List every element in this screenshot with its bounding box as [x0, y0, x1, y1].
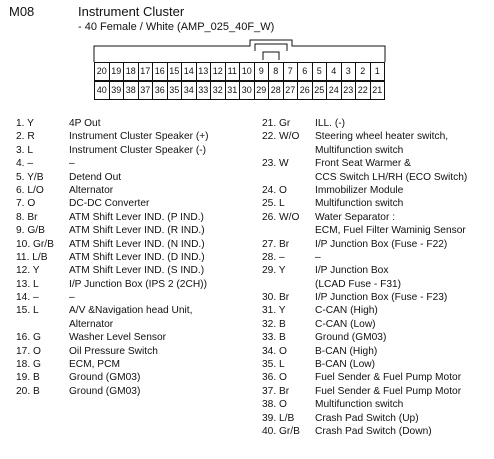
pin-number: 6. L/O: [16, 184, 44, 196]
pin-number: 2. R: [16, 131, 35, 143]
connector-pin-25: 25: [312, 81, 327, 100]
pin-description: Alternator: [69, 318, 114, 330]
connector-top-row: [94, 62, 385, 81]
pin-number: 4. –: [16, 158, 33, 170]
connector-pin-19: 19: [109, 62, 124, 81]
pin-number: 40. Gr/B: [262, 425, 300, 437]
pin-description: C-CAN (High): [315, 305, 378, 317]
pin-description: Multifunction switch: [315, 399, 404, 411]
pin-description: Fuel Sender & Fuel Pump Motor: [315, 372, 462, 384]
pin-number: 1. Y: [16, 118, 34, 129]
connector-pin-15: 15: [167, 62, 182, 81]
connector-spec: - 40 Female / White (AMP_025_40F_W): [78, 21, 275, 33]
pin-number: 21. Gr: [262, 118, 291, 129]
connector-pin-13: 13: [196, 62, 211, 81]
pin-description: Steering wheel heater switch,: [315, 131, 449, 143]
pin-description: Crash Pad Switch (Up): [315, 412, 419, 424]
pin-number: 10. Gr/B: [16, 238, 54, 250]
connector-pin-9: 9: [254, 62, 269, 81]
pin-number: 37. Br: [262, 385, 290, 397]
pin-description: Instrument Cluster Speaker (-): [69, 144, 207, 156]
connector-bottom-row: [94, 81, 385, 100]
pin-description: ATM Shift Lever IND. (D IND.): [69, 251, 205, 263]
pin-number: 16. G: [16, 332, 41, 344]
connector-pin-35: 35: [167, 81, 182, 100]
pin-description: I/P Junction Box: [315, 265, 389, 277]
connector-pin-16: 16: [152, 62, 167, 81]
pin-description: I/P Junction Box (Fuse - F23): [315, 292, 448, 304]
page-title: Instrument Cluster: [78, 4, 185, 19]
pin-number: 9. G/B: [16, 225, 45, 237]
pin-description: ATM Shift Lever IND. (P IND.): [69, 211, 204, 223]
connector-pin-24: 24: [326, 81, 341, 100]
pin-description: Alternator: [69, 184, 114, 196]
connector-pin-28: 28: [268, 81, 283, 100]
connector-pin-26: 26: [297, 81, 312, 100]
pin-description: B-CAN (High): [315, 345, 378, 357]
pin-number: 36. O: [262, 372, 287, 384]
connector-pin-1: 1: [370, 62, 386, 81]
pin-number: 23. W: [262, 158, 289, 170]
connector-pin-8: 8: [268, 62, 283, 81]
pin-description: I/P Junction Box (IPS 2 (2CH)): [69, 278, 207, 290]
connector-pin-38: 38: [123, 81, 138, 100]
pin-number: 17. O: [16, 345, 41, 357]
connector-pin-39: 39: [109, 81, 124, 100]
connector-pin-14: 14: [181, 62, 196, 81]
connector-pin-30: 30: [239, 81, 254, 100]
connector-pin-33: 33: [196, 81, 211, 100]
pin-number: 38. O: [262, 399, 287, 411]
pin-description: Ground (GM03): [315, 332, 387, 344]
connector-pin-21: 21: [370, 81, 386, 100]
pin-number: 15. L: [16, 305, 39, 317]
pin-description: Crash Pad Switch (Down): [315, 425, 432, 437]
connector-diagram: [78, 38, 408, 100]
connector-pin-20: 20: [94, 62, 109, 81]
pin-description: 4P Out: [69, 118, 101, 129]
pin-description: ATM Shift Lever IND. (R IND.): [69, 225, 205, 237]
pin-description: Water Separator :: [315, 211, 396, 223]
pin-description: DC-DC Converter: [69, 198, 150, 210]
pin-description: B-CAN (Low): [315, 359, 376, 371]
connector-pin-2: 2: [355, 62, 370, 81]
pin-number: 29. Y: [262, 265, 286, 277]
connector-pin-32: 32: [210, 81, 225, 100]
pin-description: ECM, PCM: [69, 359, 120, 371]
connector-pin-34: 34: [181, 81, 196, 100]
pin-number: 32. B: [262, 318, 286, 330]
pin-number: 19. B: [16, 372, 40, 384]
connector-pin-6: 6: [297, 62, 312, 81]
pin-number: 7. O: [16, 198, 36, 210]
pin-description: Detend Out: [69, 171, 122, 183]
pin-description: ATM Shift Lever IND. (N IND.): [69, 238, 205, 250]
pin-number: 28. –: [262, 251, 285, 263]
pin-description: Front Seat Warmer &: [315, 158, 411, 170]
pin-number: 18. G: [16, 359, 41, 371]
pin-description: ECM, Fuel Filter Waminig Sensor: [315, 225, 466, 237]
pin-description: Multifunction switch: [315, 144, 404, 156]
pin-number: 34. O: [262, 345, 287, 357]
connector-pin-31: 31: [225, 81, 240, 100]
pin-description: A/V &Navigation head Unit,: [69, 305, 193, 317]
pin-description: Instrument Cluster Speaker (+): [69, 131, 209, 143]
connector-pin-29: 29: [254, 81, 269, 100]
connector-pin-10: 10: [239, 62, 254, 81]
pin-description: Washer Level Sensor: [69, 332, 167, 344]
connector-pin-37: 37: [138, 81, 153, 100]
pin-description: Oil Pressure Switch: [69, 345, 158, 357]
pin-description: –: [69, 292, 75, 304]
connector-pin-5: 5: [312, 62, 327, 81]
pin-number: 11. L/B: [16, 251, 48, 263]
pin-description: (LCAD Fuse - F31): [315, 278, 402, 290]
connector-pin-12: 12: [210, 62, 225, 81]
pin-description: C-CAN (Low): [315, 318, 376, 330]
pin-number: 8. Br: [16, 211, 38, 223]
connector-pin-36: 36: [152, 81, 167, 100]
connector-pin-11: 11: [225, 62, 240, 81]
connector-code: M08: [9, 4, 35, 19]
connector-pin-18: 18: [123, 62, 138, 81]
pin-description: –: [315, 251, 321, 263]
pin-number: 13. L: [16, 278, 39, 290]
pin-description: CCS Switch LH/RH (ECO Switch): [315, 171, 468, 183]
pin-number: 39. L/B: [262, 412, 295, 424]
connector-pin-27: 27: [283, 81, 298, 100]
pin-number: 27. Br: [262, 238, 290, 250]
connector-pin-7: 7: [283, 62, 298, 81]
pin-description: Ground (GM03): [69, 385, 141, 397]
pin-description: Fuel Sender & Fuel Pump Motor: [315, 385, 462, 397]
pin-number: 5. Y/B: [16, 171, 44, 183]
pin-number: 22. W/O: [262, 131, 300, 143]
pin-description: ATM Shift Lever IND. (S IND.): [69, 265, 205, 277]
pin-number: 14. –: [16, 292, 39, 304]
pin-number: 33. B: [262, 332, 286, 344]
pin-number: 26. W/O: [262, 211, 300, 223]
pin-number: 30. Br: [262, 292, 290, 304]
pin-description: Immobilizer Module: [315, 184, 404, 196]
connector-pin-3: 3: [341, 62, 356, 81]
pin-number: 35. L: [262, 359, 285, 371]
pin-number: 12. Y: [16, 265, 40, 277]
pin-description: Multifunction switch: [315, 198, 404, 210]
pin-description: Ground (GM03): [69, 372, 141, 384]
pin-number: 31. Y: [262, 305, 286, 317]
pin-number: 25. L: [262, 198, 285, 210]
connector-pin-4: 4: [326, 62, 341, 81]
pin-number: 24. O: [262, 184, 287, 196]
pin-number: 3. L: [16, 144, 33, 156]
pin-description: –: [69, 158, 75, 170]
pin-description: I/P Junction Box (Fuse - F22): [315, 238, 448, 250]
pin-description: ILL. (-): [315, 118, 346, 129]
connector-pin-17: 17: [138, 62, 153, 81]
connector-pin-22: 22: [355, 81, 370, 100]
connector-pin-23: 23: [341, 81, 356, 100]
pin-number: 20. B: [16, 385, 40, 397]
connector-pin-40: 40: [94, 81, 109, 100]
